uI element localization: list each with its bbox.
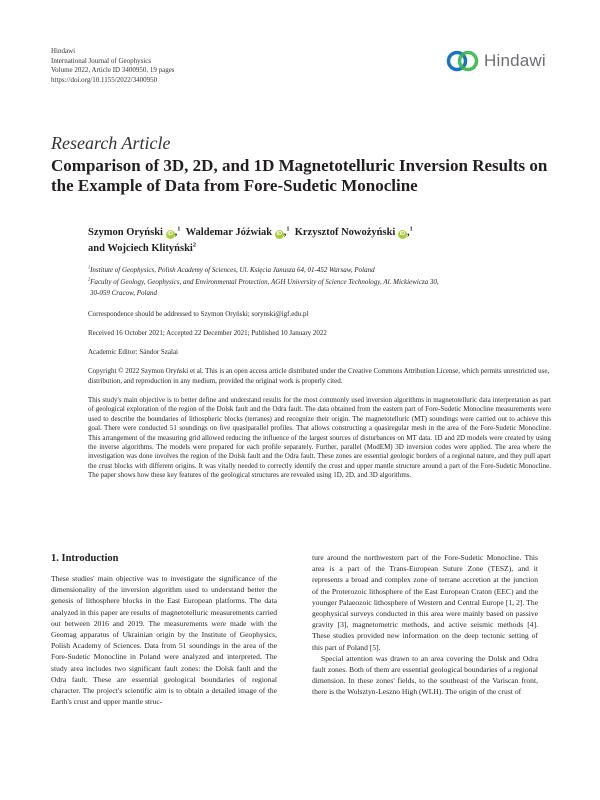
hindawi-logo [446,48,556,76]
section-heading: 1. Introduction [51,553,119,564]
hindawi-rings-icon [446,48,482,74]
paragraph: ture around the northwestern part of the Fore-Sudetic Monocline. This area is a part of the Trans-European Suture Zone (TESZ), and it represents a broad and complex zone of terrane accretion at the junction of the Proterozoic lithosphere of the East European Craton (EEC) and the younger Palaeozoic lithosphere of Western and Central Europe [1, 2]. The geophysical surveys conducted in this area were mainly based on passive gravity [3], magnetometric methods, and active seismic methods [4]. These studies provided new information on the deep tectonic setting of this part of Poland [5]. [312,553,538,652]
author-name[interactable]: Szymon Oryński [88,227,163,238]
journal-meta [51,47,175,85]
affiliation: Institute of Geophysics, Polish Academy of Sciences, Ul. Księcia Janusza 64, 01-452 Warsaw, Poland [90,266,375,274]
abstract: This study's main objective is to better define and understand results for the most commonly used inversion algorithms in magnetotelluric data interpretation as part of geological exploration of the region of the Dolsk fault and the Odra fault. The data obtained from the eastern part of Fore-Sudetic Monocline measurements were used to describe the boundaries of lithospheric blocks (terranes) and recognize their origin. The magnetotelluric (MT) soundings were carried out to achieve this goal. There were conducted 51 soundings on five quasiparallel profiles. That allows constructing a quasiregular mesh in the area of the Fore-Sudetic Monocline. This arrangement of the measuring grid allowed reducing the influence of the largest sources of disturbances on MT data. 1D and 2D models were created by using the inverse algorithms. The models were prepared for each profile separately. Further, parallel (ModEM) 3D inversion codes were applied. The area where the investigation was done involves the region of the Dolsk fault and the Odra fault. These zones are essential geologic borders of a regional nature, and they pull apart the crust blocks with different origins. It was vitally needed to correctly identify the crust and upper mantle structure around a part of the Fore-Sudetic Monocline. The paper shows how these key features of the geological structures are revealed using 1D, 2D, and 3D algorithms. [88,396,551,480]
affiliation: Faculty of Geology, Geophysics, and Environmental Protection, AGH University of Science Technology, Al. Mickiewicza 30, [90,277,439,286]
author-affil-sup: 1 [409,225,413,233]
author-list: Szymon Oryński iD ,$^1$ Waldemar Jóźwiak iD ,$^1$ Krzysztof Nowożyński iD ,$^1$ and Wojciech Klityński$^2$ [88,225,413,254]
correspondence: Correspondence should be addressed to Szymon Oryński; sorynski@igf.edu.pl [88,310,309,318]
author-affil-sup: 1 [286,225,290,233]
affiliation-cont: 30-059 Cracow, Poland [90,289,157,297]
author-affil-sup: 2 [192,241,196,249]
copyright: Copyright © 2022 Szymon Oryński et al. This is an open access article distributed under the Creative Commons Attribution License, which permits unrestricted use, distribution, and reproduction in any medium, provided the original work is properly cited. [88,367,550,385]
doi-link[interactable]: https://doi.org/10.1155/2022/3400950 [51,75,158,84]
article-title: Comparison of 3D, 2D, and 1D Magnetotelluric Inversion Results on the Example of Data from Fore-Sudetic Monocline [51,156,548,195]
author-affil-sup: 1 [177,225,181,233]
author-name[interactable]: Krzysztof Nowożyński [294,227,396,238]
author-name[interactable]: and Wojciech Klityński [88,243,193,254]
journal-name: International Journal of Geophysics [51,56,152,65]
paragraph: Special attention was drawn to an area covering the Dolsk and Odra fault zones. Both of them are essential geological boundaries of a regional dimension. In these zones' fields, to the southeast of the Variscan front, there is the Wolsztyn-Leszno High (WLH). The origin of the crust of [312,653,538,697]
orcid-icon[interactable]: iD [399,231,406,237]
logo-text: Hindawi [484,51,546,70]
author-name[interactable]: Waldemar Jóźwiak [185,227,273,238]
volume-info: Volume 2022, Article ID 3400950, 19 pages [51,66,175,74]
dates: Received 16 October 2021; Accepted 22 December 2021; Published 10 January 2022 [88,329,327,337]
intro-left-column [51,552,277,707]
article-type: Research Article [51,133,171,153]
orcid-icon[interactable]: iD [276,231,282,237]
affil-number: 1 [88,264,91,270]
orcid-icon[interactable]: iD [167,231,173,237]
intro-right-column [312,552,538,698]
affiliations [88,265,548,300]
paragraph: These studies' main objective was to investigate the significance of the dimensionality of the inversion algorithm used to understand better the genesis of lithosphere blocks in the East European platforms. The data analyzed in this paper are results of magnetotelluric measurements carried out between 2016 and 2019. The measurements were made with the Geomag apparatus of Ukrainian origin by the Institute of Geophysics, Polish Academy of Sciences. Data from 51 soundings in the area of the Fore-Sudetic Monocline in Poland were analyzed and interpreted. The study area includes two significant fault zones: the Dolsk fault and the Odra fault. These are essential geological boundaries of regional character. The project's scientific aim is to obtain a detailed image of the Earth's crust and upper mantle struc- [51,574,277,707]
affil-number: 2 [88,276,91,282]
publisher-name: Hindawi [51,47,76,55]
academic-editor: Academic Editor: Sándor Szalai [88,348,178,356]
